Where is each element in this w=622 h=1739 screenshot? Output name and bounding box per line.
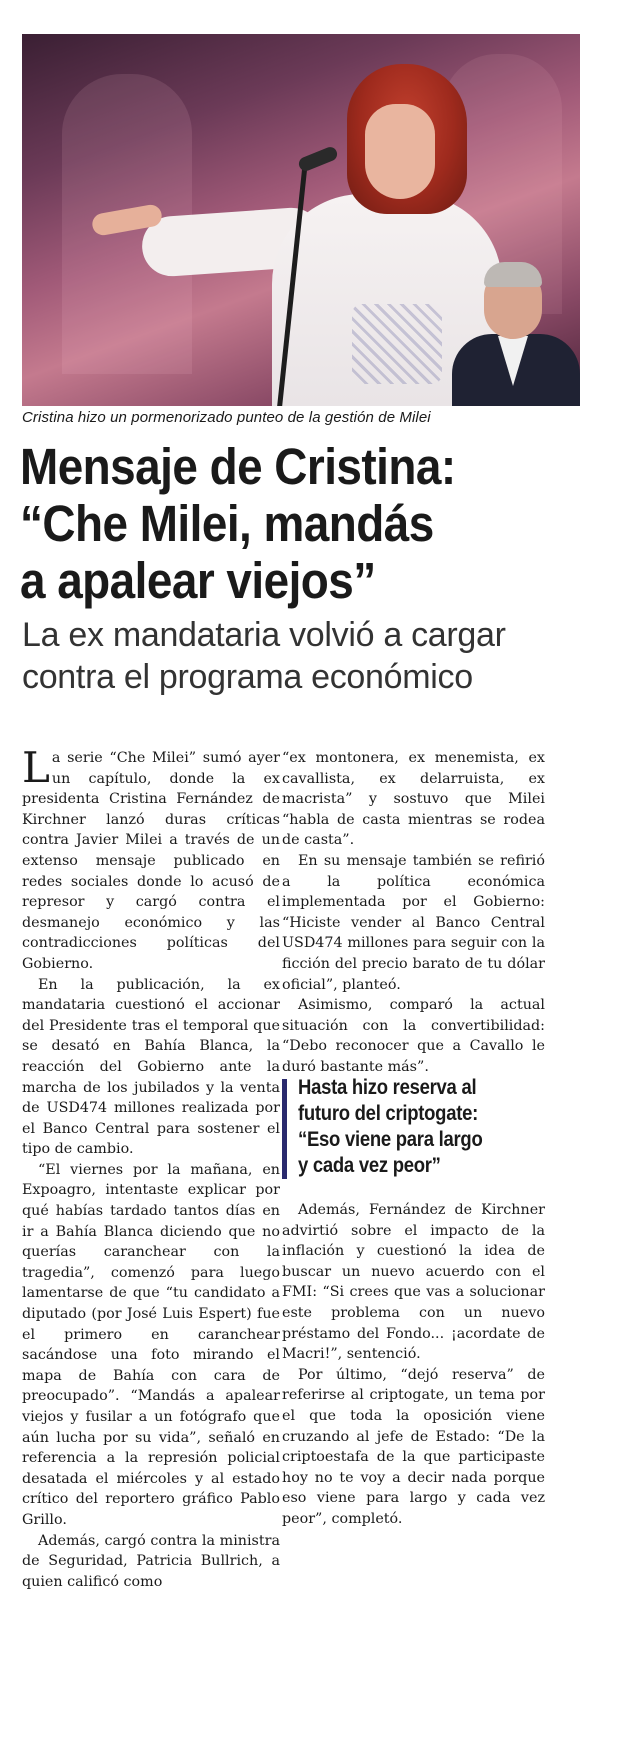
pull-quote-text: Hasta hizo reserva al futuro del criptogate: “Eso viene para largo y cada vez peor”	[298, 1076, 483, 1177]
background-man-hair	[484, 262, 542, 287]
blouse-embroidery	[352, 304, 442, 384]
paragraph: En su mensaje también se refirió a la política económica implementada por el Gobierno: “Hiciste vender al Banco Central USD474 millones para seguir con la ficción del precio barato de tu dólar oficial”, planteó.	[282, 852, 545, 993]
microphone-icon	[297, 145, 339, 173]
paragraph: Asimismo, comparó la actual situación con la convertibilidad: “Debo reconocer que a Cavallo le duró bastante más”.	[282, 997, 545, 1075]
paragraph: La serie “Che Milei” sumó ayer un capítulo, donde la ex presidenta Cristina Fernández de Kirchner lanzó duras críticas contra Javier Milei a través de un extenso mensaje publicado en redes sociales donde lo acusó de represor y cargó contra el desmanejo económico y las contradicciones políticas del Gobierno.	[22, 743, 280, 972]
article-column-3	[282, 1200, 545, 1530]
paragraph: Además, cargó contra la ministra de Seguridad, Patricia Bullrich, a quien calificó como	[22, 1532, 280, 1590]
paragraph: “ex montonera, ex menemista, ex cavallista, ex delarruista, ex macrista” y sostuvo que Milei “habla de casta mientras se rodea de casta”.	[282, 750, 545, 849]
photo-caption: Cristina hizo un pormenorizado punteo de la gestión de Milei	[22, 409, 431, 426]
article-headline: Mensaje de Cristina: “Che Milei, mandás a apalear viejos”	[20, 438, 456, 609]
paragraph: Por último, “dejó reserva” de referirse al criptogate, un tema por el que toda la oposición viene cruzando al jefe de Estado: “De la criptoestafa de la que participaste hoy no te voy a decir nada porque eso viene para largo y cada vez peor”, completó.	[282, 1366, 545, 1527]
article-column-2	[282, 748, 545, 1078]
paragraph: Además, Fernández de Kirchner advirtió sobre el impacto de la inflación y cuestionó la idea de buscar un nuevo acuerdo con el FMI: “Si crees que vas a solucionar este problema con un nuevo préstamo del Fondo... ¡acordate de Macri!”, sentenció.	[282, 1202, 545, 1363]
paragraph: “El viernes por la mañana, en Expoagro, intentaste explicar por qué habías tardado tantos días en ir a Bahía Blanca diciendo que no querías caranchear con la tragedia”, comenzó para luego lamentarse de que “tu candidato a diputado (por José Luis Espert) fue el primero en caranchear sacándose una foto mirando el mapa de Bahía con cara de preocupado”. “Mandás a apalear viejos y fusilar a un fotógrafo que aún lucha por su vida”, señaló en referencia a la represión policial desatada el miércoles y al estado crítico del reportero gráfico Pablo Grillo.	[22, 1161, 280, 1528]
article-photo	[22, 34, 580, 406]
speaker-face	[365, 104, 435, 199]
article-column-1	[22, 743, 280, 1592]
pull-quote-bar	[282, 1079, 287, 1179]
paragraph: En la publicación, la ex mandataria cuestionó el accionar del Presidente tras el temporal que se desató en Bahía Blanca, la reacción del Gobierno ante la marcha de los jubilados y la venta de USD474 millones realizada por el Banco Central para sostener el tipo de cambio.	[22, 976, 280, 1158]
article-subheadline: La ex mandataria volvió a cargar contra el programa económico	[22, 616, 506, 696]
